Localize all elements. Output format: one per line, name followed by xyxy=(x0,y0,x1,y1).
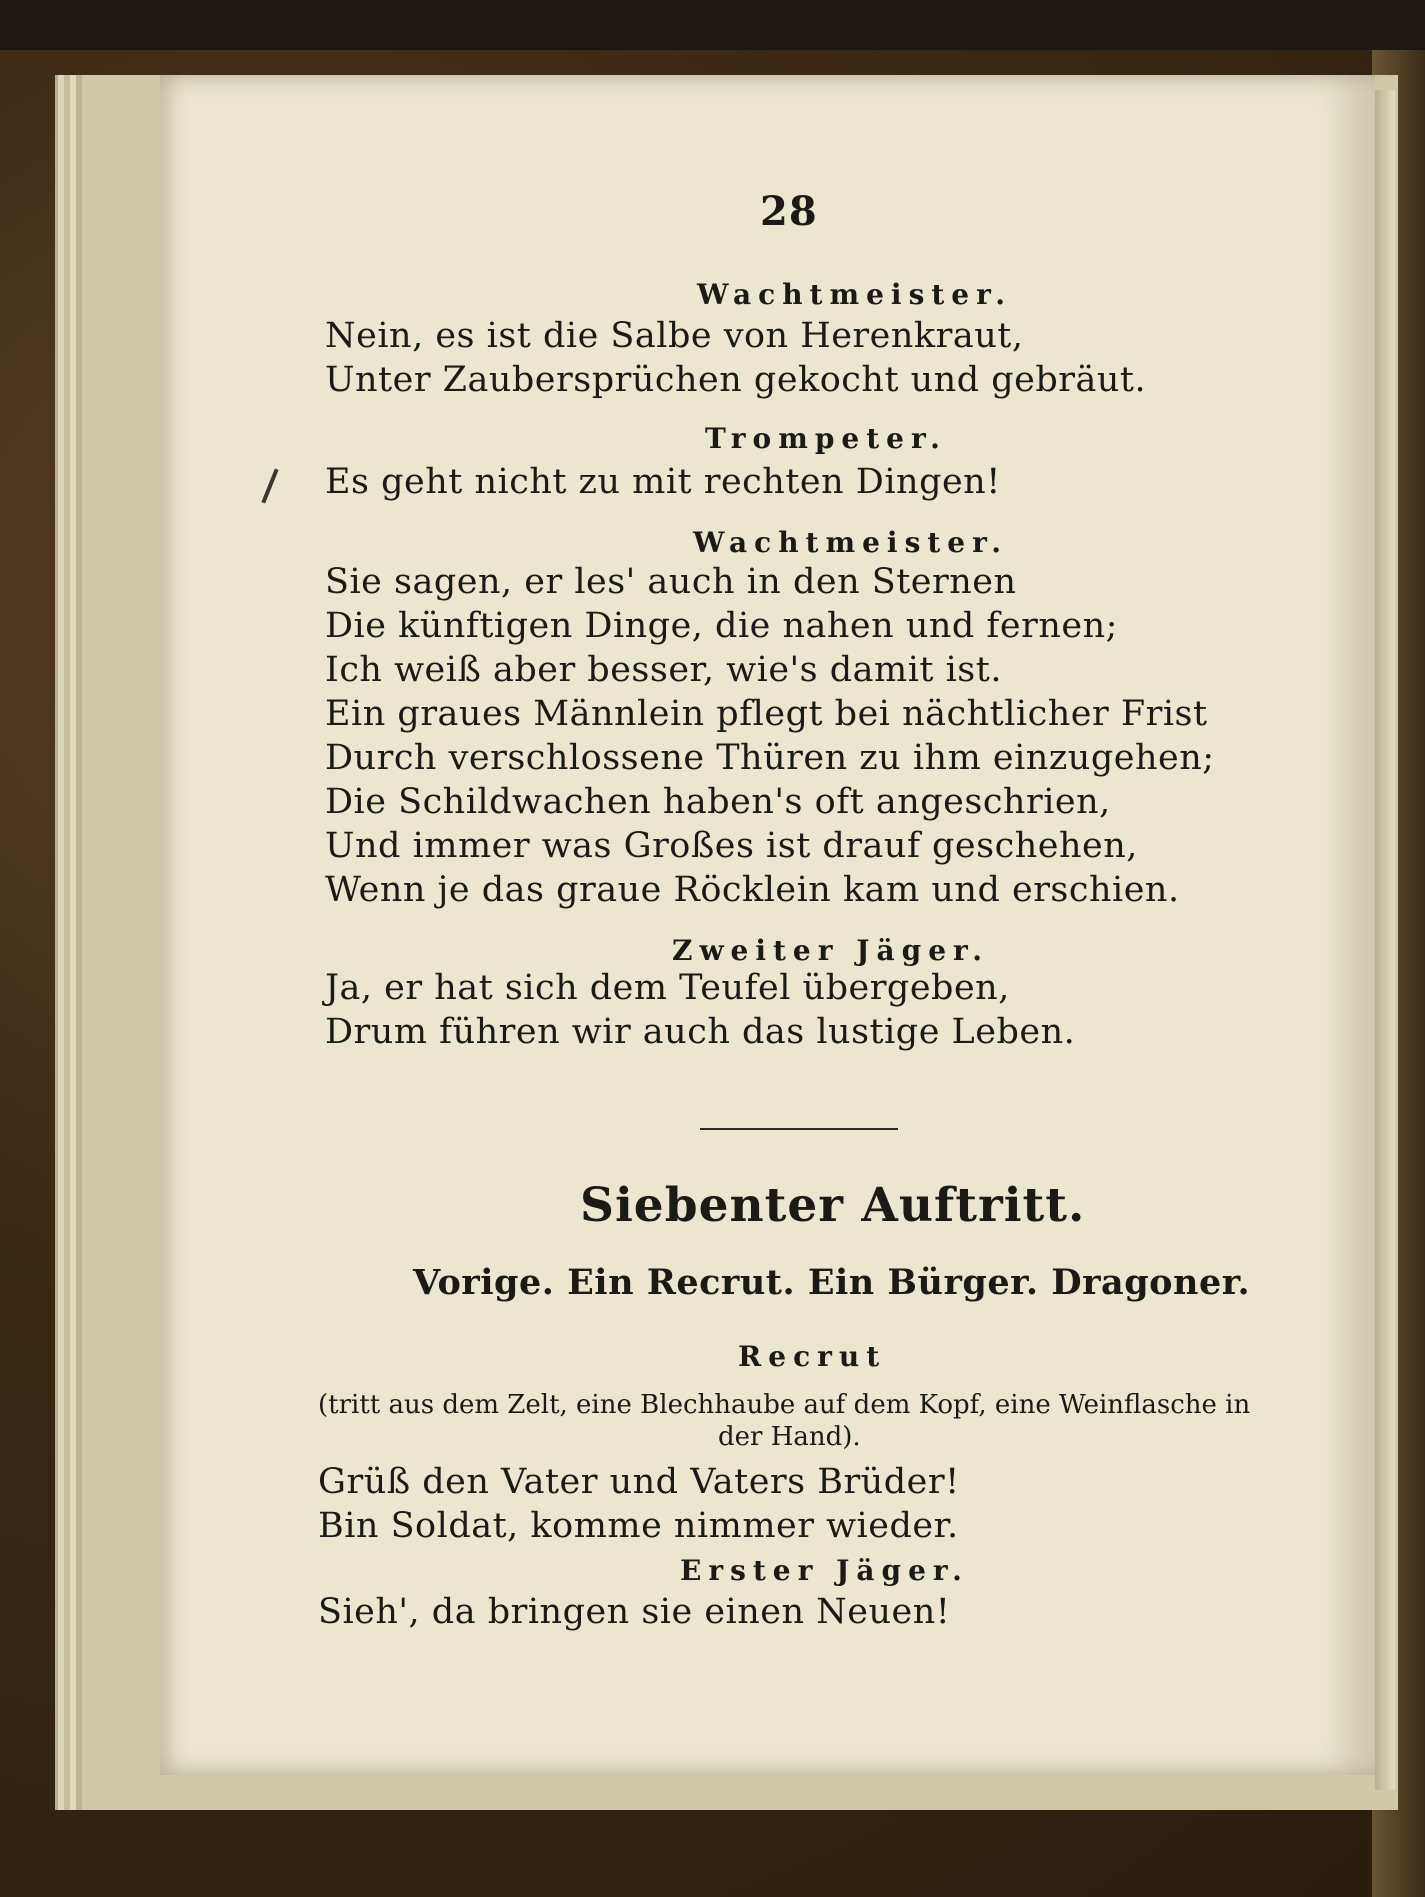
verse-line: Sie sagen, er les' auch in den Sternen xyxy=(325,562,1017,602)
page-number: 28 xyxy=(760,188,818,235)
verse-line: Bin Soldat, komme nimmer wieder. xyxy=(318,1506,959,1546)
stage-direction: der Hand). xyxy=(718,1422,861,1452)
scene-cast: Vorige. Ein Recrut. Ein Bürger. Dragoner. xyxy=(413,1262,1251,1303)
speaker-label: Trompeter. xyxy=(705,422,947,455)
verse-line: Nein, es ist die Salbe von Herenkraut, xyxy=(325,316,1024,356)
verse-line: Die künftigen Dinge, die nahen und fernen; xyxy=(325,606,1118,646)
speaker-label: Zweiter Jäger. xyxy=(672,934,989,967)
speaker-label: Wachtmeister. xyxy=(693,526,1009,559)
pencil-margin-mark xyxy=(261,469,278,504)
verse-line: Grüß den Vater und Vaters Brüder! xyxy=(318,1462,960,1502)
verse-line: Die Schildwachen haben's oft angeschrien, xyxy=(325,782,1111,822)
speaker-label: Recrut xyxy=(738,1340,887,1373)
verse-line: Drum führen wir auch das lustige Leben. xyxy=(325,1012,1076,1052)
verse-line: Durch verschlossene Thüren zu ihm einzugehen; xyxy=(325,738,1215,778)
verse-line: Sieh', da bringen sie einen Neuen! xyxy=(318,1592,951,1632)
verse-line: Ja, er hat sich dem Teufel übergeben, xyxy=(325,968,1010,1008)
scene-title: Siebenter Auftritt. xyxy=(580,1178,1086,1233)
stage-direction: (tritt aus dem Zelt, eine Blechhaube auf dem Kopf, eine Weinflasche in xyxy=(318,1390,1251,1420)
verse-line: Es geht nicht zu mit rechten Dingen! xyxy=(325,462,1001,502)
verse-line: Ich weiß aber besser, wie's damit ist. xyxy=(325,650,1002,690)
speaker-label: Wachtmeister. xyxy=(697,278,1013,311)
speaker-label: Erster Jäger. xyxy=(680,1554,969,1587)
verse-line: Ein graues Männlein pflegt bei nächtlicher Frist xyxy=(325,694,1208,734)
verse-line: Und immer was Großes ist drauf geschehen, xyxy=(325,826,1138,866)
section-divider xyxy=(700,1128,898,1130)
verse-line: Unter Zaubersprüchen gekocht und gebräut. xyxy=(325,360,1147,400)
verse-line: Wenn je das graue Röcklein kam und erschien. xyxy=(325,870,1180,910)
